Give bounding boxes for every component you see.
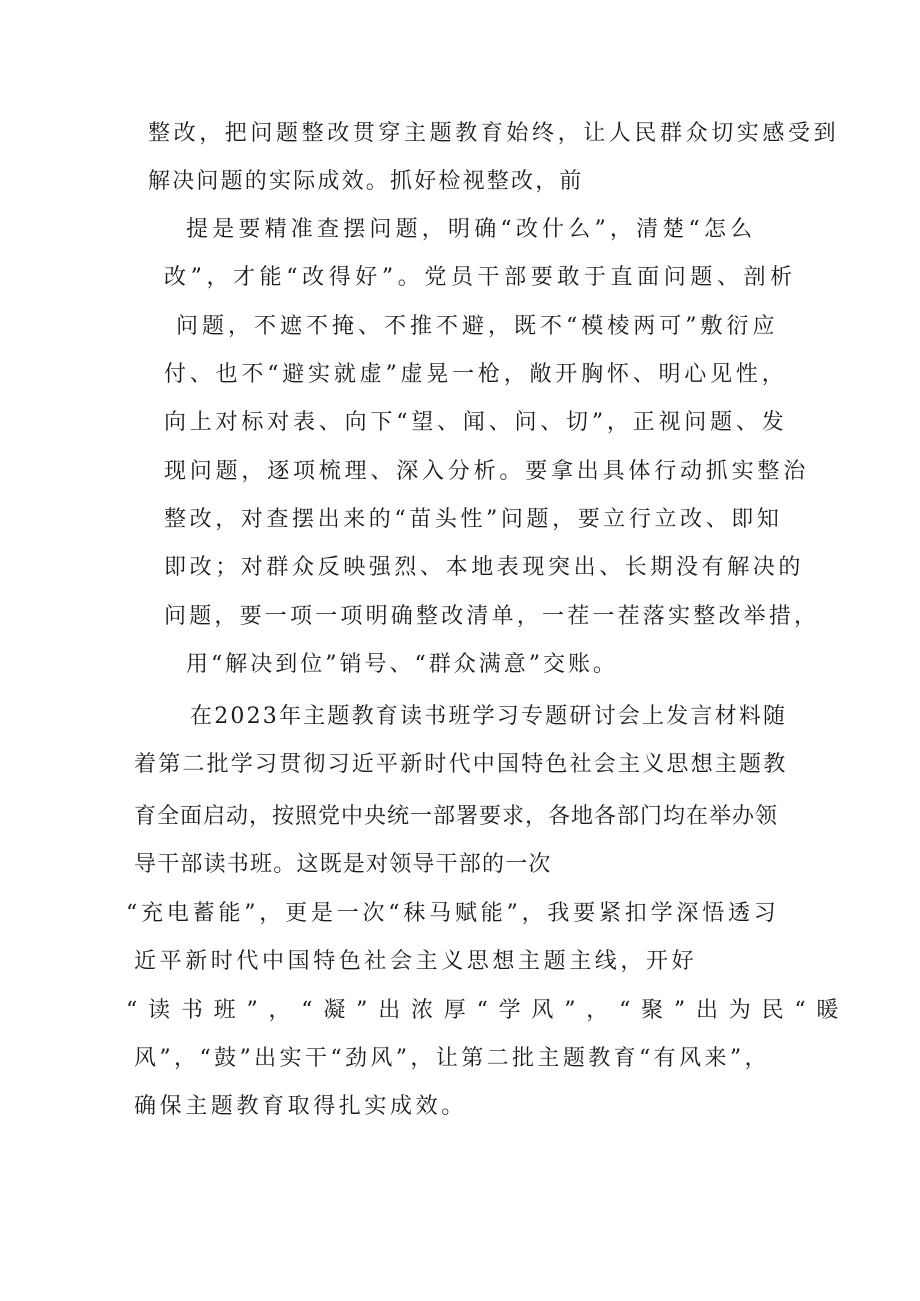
- text-line: 在2023年主题教育读书班学习专题研讨会上发言材料随: [190, 704, 788, 729]
- text-line: 导干部读书班。这既是对领导干部的一次: [134, 852, 552, 877]
- text-line: 近平新时代中国特色社会主义思想主题主线，开好: [134, 949, 698, 974]
- text-line: 整改，对查摆出来的“苗头性”问题，要立行立改、即知: [164, 507, 783, 532]
- text-line: 改”，才能“改得好”。党员干部要敢于直面问题、剖析: [164, 265, 797, 290]
- text-line: 确保主题教育取得扎实成效。: [134, 1094, 467, 1119]
- text-line: “读书班”，“凝”出浓厚“学风”，“聚”出为民“暖: [126, 998, 850, 1023]
- text-line: 风”，“鼓”出实干“劲风”，让第二批主题教育“有风来”，: [134, 1046, 770, 1071]
- text-line: 提是要精准查摆问题，明确“改什么”，清楚“怎么: [186, 217, 757, 242]
- text-line: “充电蓄能”，更是一次“秣马赋能”，我要紧扣学深悟透习: [126, 901, 780, 926]
- text-line: 育全面启动，按照党中央统一部署要求，各地各部门均在举办领: [134, 804, 779, 829]
- text-line: 整改，把问题整改贯穿主题教育始终，让人民群众切实感受到: [148, 121, 840, 146]
- text-line: 即改；对群众反映强烈、本地表现突出、长期没有解决的: [164, 555, 805, 580]
- text-line: 问题，不遮不掩、不推不避，既不“模棱两可”敷衍应: [176, 314, 779, 339]
- text-line: 向上对标对表、向下“望、闻、问、切”，正视问题、发: [164, 410, 788, 435]
- text-line: 着第二批学习贯彻习近平新时代中国特色社会主义思想主题教: [134, 752, 788, 777]
- text-line: 用“解决到位”销号、“群众满意”交账。: [186, 652, 618, 677]
- text-line: 付、也不“避实就虚”虚晃一枪，敞开胸怀、明心见性，: [164, 362, 788, 387]
- text-line: 问题，要一项一项明确整改清单，一茬一茬落实整改举措，: [164, 604, 820, 629]
- text-line: 解决问题的实际成效。抓好检视整改，前: [148, 169, 584, 194]
- text-line: 现问题，逐项梳理、深入分析。要拿出具体行动抓实整治: [164, 459, 810, 484]
